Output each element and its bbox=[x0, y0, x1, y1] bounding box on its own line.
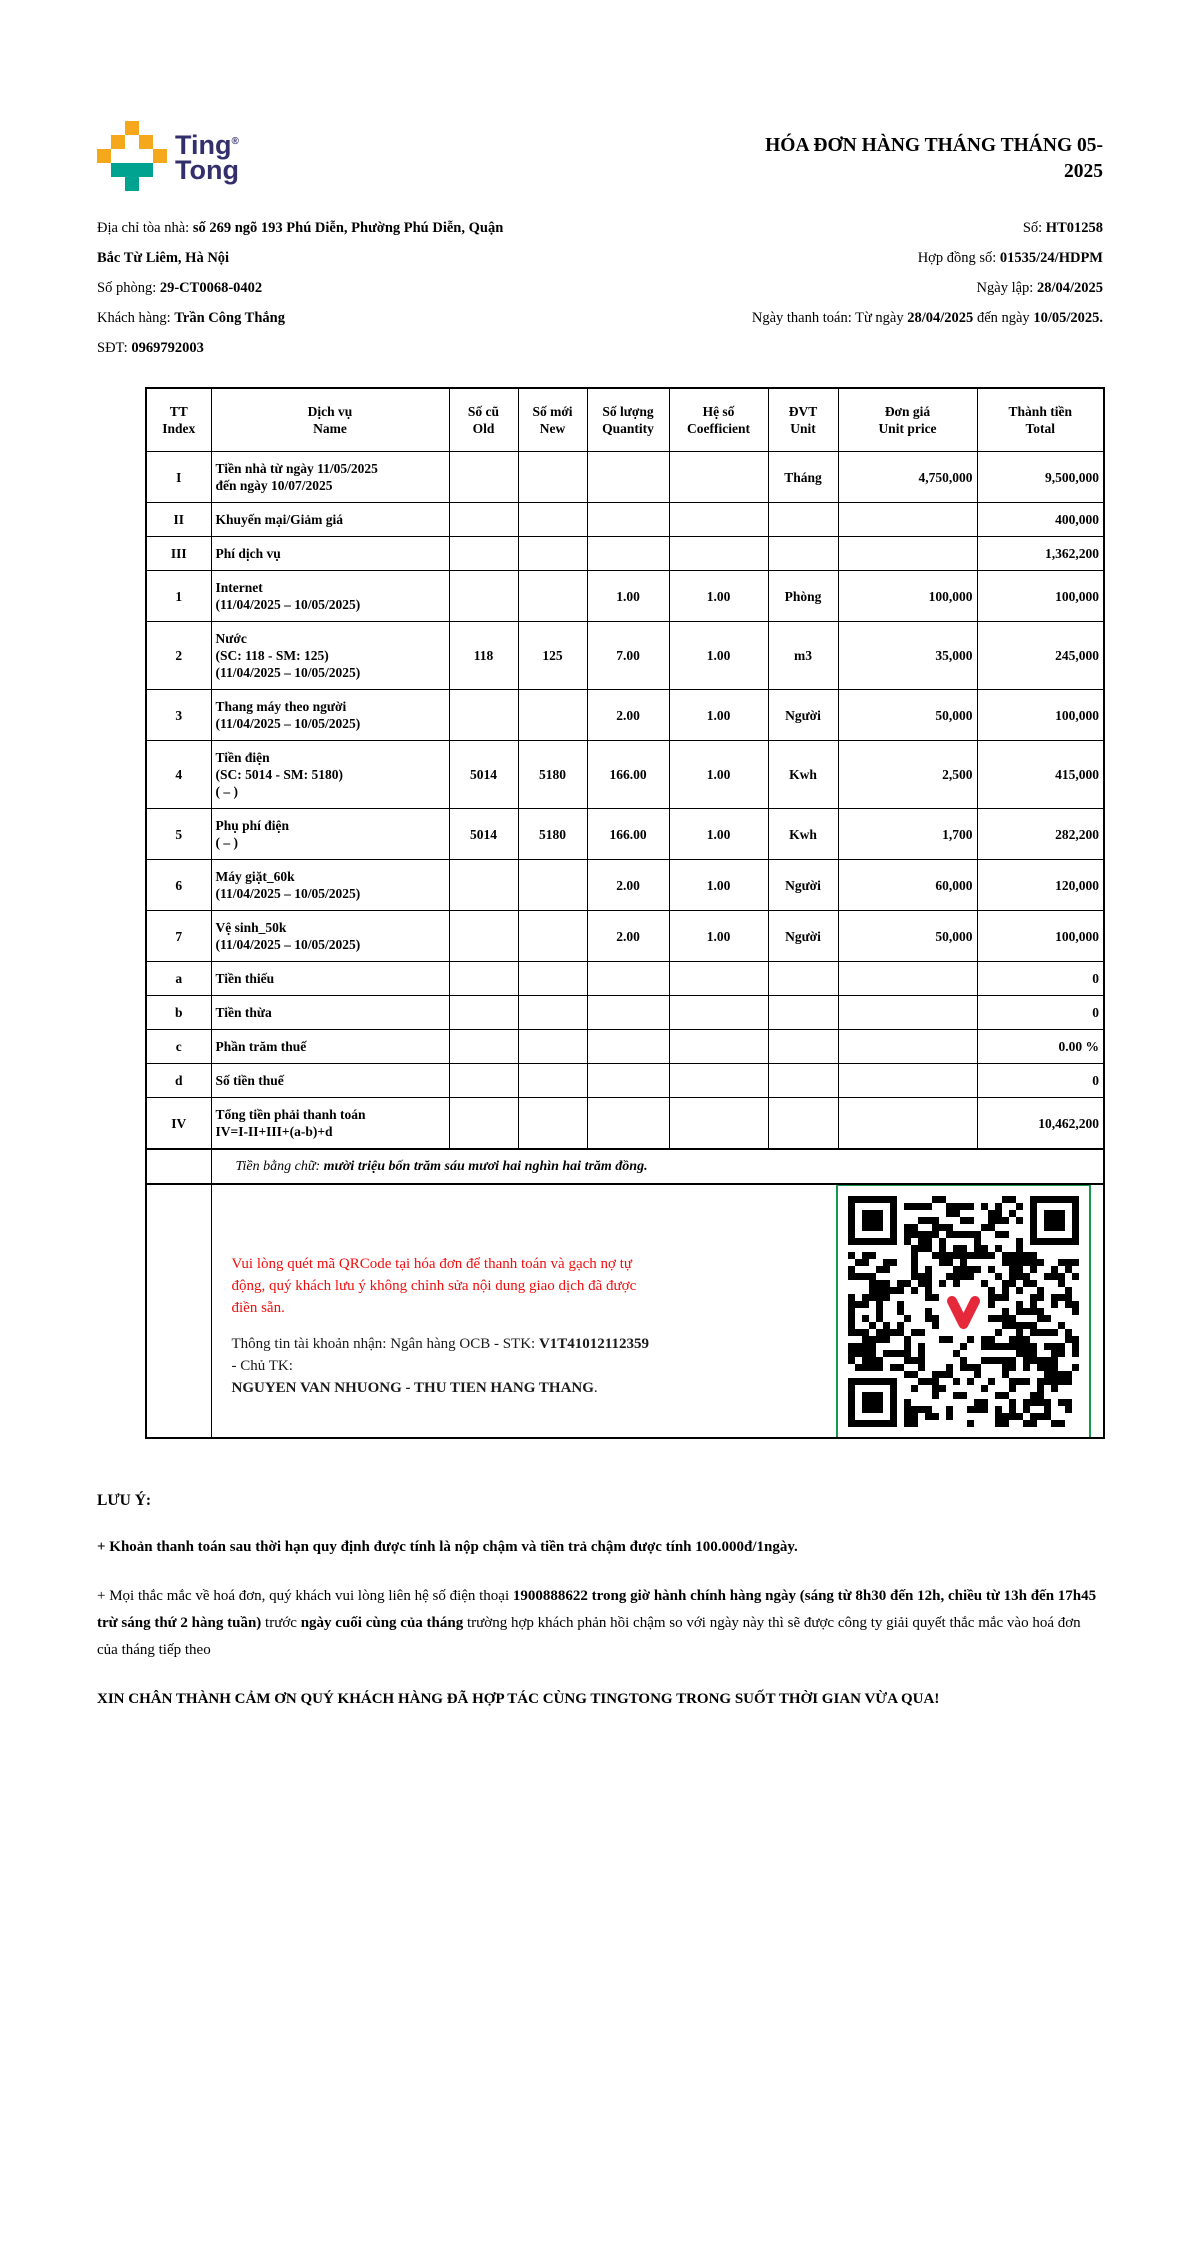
cell-price bbox=[838, 537, 977, 571]
cell-name: Tiền điện (SC: 5014 - SM: 5180) ( – ) bbox=[211, 741, 449, 809]
cell-price bbox=[838, 1030, 977, 1064]
invoice-number: Số: HT01258 bbox=[1022, 220, 1103, 236]
issue-date: Ngày lập: 28/04/2025 bbox=[976, 280, 1103, 296]
cell-tt: 1 bbox=[146, 571, 211, 622]
cell-total: 100,000 bbox=[977, 690, 1104, 741]
cell-unit: Tháng bbox=[768, 452, 838, 503]
cell-total: 10,462,200 bbox=[977, 1098, 1104, 1150]
cell-unit bbox=[768, 1098, 838, 1150]
cell-tt: 2 bbox=[146, 622, 211, 690]
cell-new bbox=[518, 911, 587, 962]
table-row bbox=[146, 860, 1104, 911]
cell-tt: II bbox=[146, 503, 211, 537]
cell-unit: Kwh bbox=[768, 741, 838, 809]
cell-tt: I bbox=[146, 452, 211, 503]
cell-qty bbox=[587, 452, 669, 503]
cell-tt: IV bbox=[146, 1098, 211, 1150]
cell-new bbox=[518, 571, 587, 622]
cell-new bbox=[518, 537, 587, 571]
cell-tt: b bbox=[146, 996, 211, 1030]
cell-qty: 166.00 bbox=[587, 741, 669, 809]
amount-in-words: Tiền bằng chữ: mười triệu bốn trăm sáu mươi hai nghìn hai trăm đồng. bbox=[211, 1149, 1104, 1184]
cell-total: 9,500,000 bbox=[977, 452, 1104, 503]
cell-qty bbox=[587, 1064, 669, 1098]
building-address-line2: Bắc Từ Liêm, Hà Nội bbox=[97, 250, 230, 266]
table-row bbox=[146, 996, 1104, 1030]
cell-tt: c bbox=[146, 1030, 211, 1064]
table-row bbox=[146, 622, 1104, 690]
cell-price bbox=[838, 962, 977, 996]
bank-account-info: Thông tin tài khoản nhận: Ngân hàng OCB - STK: V1T41012112359 - Chủ TK: NGUYEN VAN NHUONG - THU TIEN HANG THANG. bbox=[231, 1336, 649, 1396]
cell-tt: 3 bbox=[146, 690, 211, 741]
invoice-table bbox=[145, 387, 1105, 1439]
customer-name: Khách hàng: Trần Công Thắng bbox=[97, 310, 285, 326]
cell-tt: 7 bbox=[146, 911, 211, 962]
cell-tt: 5 bbox=[146, 809, 211, 860]
col-header-coefficient: Hệ số Coefficient bbox=[669, 388, 768, 452]
cell-total: 120,000 bbox=[977, 860, 1104, 911]
tingtong-logo bbox=[97, 121, 239, 191]
meta-row bbox=[97, 303, 1103, 333]
cell-old: 5014 bbox=[449, 741, 518, 809]
cell-old: 118 bbox=[449, 622, 518, 690]
cell-coef bbox=[669, 1064, 768, 1098]
cell-coef bbox=[669, 1030, 768, 1064]
cell-total: 1,362,200 bbox=[977, 537, 1104, 571]
cell-name: Khuyến mại/Giảm giá bbox=[211, 503, 449, 537]
cell-old bbox=[449, 1098, 518, 1150]
cell-old bbox=[449, 452, 518, 503]
cell-coef bbox=[669, 537, 768, 571]
cell-tt: a bbox=[146, 962, 211, 996]
cell-old bbox=[449, 1030, 518, 1064]
col-header-total: Thành tiền Total bbox=[977, 388, 1104, 452]
cell-unit bbox=[768, 503, 838, 537]
cell-qty: 166.00 bbox=[587, 809, 669, 860]
cell-coef: 1.00 bbox=[669, 911, 768, 962]
cell-unit bbox=[768, 1064, 838, 1098]
cell-price: 35,000 bbox=[838, 622, 977, 690]
header bbox=[97, 125, 1103, 191]
qr-code-frame bbox=[836, 1184, 1091, 1438]
cell-total: 282,200 bbox=[977, 809, 1104, 860]
cell-unit bbox=[768, 996, 838, 1030]
invoice-table-body bbox=[146, 452, 1104, 1150]
cell-price: 1,700 bbox=[838, 809, 977, 860]
meta-row bbox=[97, 273, 1103, 303]
cell-new bbox=[518, 1030, 587, 1064]
cell-price: 60,000 bbox=[838, 860, 977, 911]
meta-row bbox=[97, 213, 1103, 243]
cell-old bbox=[449, 996, 518, 1030]
cell-old: 5014 bbox=[449, 809, 518, 860]
col-header-unit-price: Đơn giá Unit price bbox=[838, 388, 977, 452]
cell-name: Phụ phí điện ( – ) bbox=[211, 809, 449, 860]
customer-phone: SĐT: 0969792003 bbox=[97, 340, 204, 356]
table-row bbox=[146, 741, 1104, 809]
cell-name: Tổng tiền phải thanh toán IV=I-II+III+(a-b)+d bbox=[211, 1098, 449, 1150]
cell-qty bbox=[587, 1030, 669, 1064]
table-row bbox=[146, 452, 1104, 503]
cell-name: Phần trăm thuế bbox=[211, 1030, 449, 1064]
cell-tt: d bbox=[146, 1064, 211, 1098]
cell-price bbox=[838, 1098, 977, 1150]
col-header-unit: ĐVT Unit bbox=[768, 388, 838, 452]
cell-total: 0 bbox=[977, 996, 1104, 1030]
cell-name: Vệ sinh_50k (11/04/2025 – 10/05/2025) bbox=[211, 911, 449, 962]
cell-price: 2,500 bbox=[838, 741, 977, 809]
cell-total: 100,000 bbox=[977, 571, 1104, 622]
col-header-new: Số mới New bbox=[518, 388, 587, 452]
cell-price: 50,000 bbox=[838, 690, 977, 741]
cell-total: 0 bbox=[977, 962, 1104, 996]
cell-old bbox=[449, 962, 518, 996]
payment-period: Ngày thanh toán: Từ ngày 28/04/2025 đến ngày 10/05/2025. bbox=[751, 310, 1103, 326]
table-row bbox=[146, 503, 1104, 537]
cell-unit bbox=[768, 1030, 838, 1064]
thank-you-message: XIN CHÂN THÀNH CẢM ƠN QUÝ KHÁCH HÀNG ĐÃ HỢP TÁC CÙNG TINGTONG TRONG SUỐT THỜI GIAN VỪA QUA! bbox=[97, 1691, 940, 1707]
qr-code bbox=[848, 1196, 1079, 1427]
cell-coef bbox=[669, 452, 768, 503]
cell-old bbox=[449, 537, 518, 571]
cell-new bbox=[518, 1064, 587, 1098]
payment-instructions bbox=[212, 1253, 657, 1399]
cell-old bbox=[449, 503, 518, 537]
notes-heading: LƯU Ý: bbox=[97, 1492, 152, 1509]
cell-price: 4,750,000 bbox=[838, 452, 977, 503]
cell-price bbox=[838, 996, 977, 1030]
col-header-quantity: Số lượng Quantity bbox=[587, 388, 669, 452]
cell-coef: 1.00 bbox=[669, 571, 768, 622]
cell-name: Internet (11/04/2025 – 10/05/2025) bbox=[211, 571, 449, 622]
cell-price bbox=[838, 503, 977, 537]
col-header-old: Số cũ Old bbox=[449, 388, 518, 452]
cell-new bbox=[518, 996, 587, 1030]
cell-qty bbox=[587, 962, 669, 996]
table-row bbox=[146, 809, 1104, 860]
registered-mark: ® bbox=[231, 136, 239, 147]
room-number: Số phòng: 29-CT0068-0402 bbox=[97, 280, 263, 296]
cell-coef bbox=[669, 996, 768, 1030]
cell-qty: 2.00 bbox=[587, 860, 669, 911]
cell-qty: 2.00 bbox=[587, 911, 669, 962]
col-header-index: TT Index bbox=[146, 388, 211, 452]
footer-notes bbox=[97, 1487, 1103, 1713]
page-title: HÓA ĐƠN HÀNG THÁNG THÁNG 05-2025 bbox=[765, 135, 1103, 182]
cell-name: Số tiền thuế bbox=[211, 1064, 449, 1098]
cell-qty: 2.00 bbox=[587, 690, 669, 741]
cell-coef: 1.00 bbox=[669, 690, 768, 741]
meta-row bbox=[97, 243, 1103, 273]
cell-total: 0.00 % bbox=[977, 1030, 1104, 1064]
cell-coef: 1.00 bbox=[669, 741, 768, 809]
amount-in-words-index-cell bbox=[146, 1149, 211, 1184]
cell-name: Tiền nhà từ ngày 11/05/2025 đến ngày 10/07/2025 bbox=[211, 452, 449, 503]
cell-new bbox=[518, 452, 587, 503]
cell-new bbox=[518, 690, 587, 741]
cell-name: Thang máy theo người (11/04/2025 – 10/05/2025) bbox=[211, 690, 449, 741]
qr-scan-note: Vui lòng quét mã QRCode tại hóa đơn để thanh toán và gạch nợ tự động, quý khách lưu ý không chỉnh sửa nội dung giao dịch đã được điền sẵn. bbox=[231, 1256, 637, 1316]
logo-wordmark: Ting® Tong bbox=[175, 130, 239, 185]
cell-unit: m3 bbox=[768, 622, 838, 690]
cell-coef: 1.00 bbox=[669, 622, 768, 690]
cell-name: Tiền thừa bbox=[211, 996, 449, 1030]
cell-unit: Người bbox=[768, 690, 838, 741]
cell-tt: 4 bbox=[146, 741, 211, 809]
cell-tt: 6 bbox=[146, 860, 211, 911]
invoice-meta bbox=[97, 213, 1103, 363]
cell-total: 100,000 bbox=[977, 911, 1104, 962]
cell-qty bbox=[587, 1098, 669, 1150]
cell-new: 5180 bbox=[518, 809, 587, 860]
cell-price: 50,000 bbox=[838, 911, 977, 962]
cell-unit: Người bbox=[768, 860, 838, 911]
cell-coef: 1.00 bbox=[669, 860, 768, 911]
cell-old bbox=[449, 911, 518, 962]
cell-name: Nước (SC: 118 - SM: 125) (11/04/2025 – 10/05/2025) bbox=[211, 622, 449, 690]
cell-total: 0 bbox=[977, 1064, 1104, 1098]
cell-price: 100,000 bbox=[838, 571, 977, 622]
cell-qty: 7.00 bbox=[587, 622, 669, 690]
payment-index-cell bbox=[146, 1184, 211, 1438]
cell-old bbox=[449, 860, 518, 911]
table-row bbox=[146, 690, 1104, 741]
cell-qty: 1.00 bbox=[587, 571, 669, 622]
cell-price bbox=[838, 1064, 977, 1098]
col-header-name: Dịch vụ Name bbox=[211, 388, 449, 452]
cell-coef bbox=[669, 962, 768, 996]
cell-new bbox=[518, 860, 587, 911]
cell-new bbox=[518, 503, 587, 537]
cell-total: 400,000 bbox=[977, 503, 1104, 537]
cell-total: 415,000 bbox=[977, 741, 1104, 809]
amount-in-words-row bbox=[146, 1149, 1104, 1184]
tingtong-logo-icon bbox=[97, 121, 167, 191]
cell-old bbox=[449, 571, 518, 622]
payment-row bbox=[146, 1184, 1104, 1438]
cell-unit: Kwh bbox=[768, 809, 838, 860]
cell-qty bbox=[587, 503, 669, 537]
cell-name: Phí dịch vụ bbox=[211, 537, 449, 571]
cell-old bbox=[449, 1064, 518, 1098]
cell-new: 5180 bbox=[518, 741, 587, 809]
cell-unit: Người bbox=[768, 911, 838, 962]
cell-coef bbox=[669, 1098, 768, 1150]
cell-coef bbox=[669, 503, 768, 537]
meta-row bbox=[97, 333, 1103, 363]
table-row bbox=[146, 1064, 1104, 1098]
table-row bbox=[146, 962, 1104, 996]
cell-coef: 1.00 bbox=[669, 809, 768, 860]
contract-number: Hợp đồng số: 01535/24/HDPM bbox=[917, 250, 1103, 266]
cell-unit bbox=[768, 537, 838, 571]
table-row bbox=[146, 911, 1104, 962]
cell-unit bbox=[768, 962, 838, 996]
cell-total: 245,000 bbox=[977, 622, 1104, 690]
cell-tt: III bbox=[146, 537, 211, 571]
cell-name: Máy giặt_60k (11/04/2025 – 10/05/2025) bbox=[211, 860, 449, 911]
hotline-note: + Mọi thắc mắc về hoá đơn, quý khách vui lòng liên hệ số điện thoại 1900888622 trong giờ hành chính hàng ngày (sáng từ 8h30 đến 12h, chiều từ 13h đến 17h45 trừ sáng thứ 2 hàng tuần) trước ngày cuối cùng của tháng trường hợp khách phản hồi chậm so với ngày này thì sẽ được công ty giải quyết thắc mắc vào hoá đơn của tháng tiếp theo bbox=[97, 1588, 1097, 1658]
cell-qty bbox=[587, 537, 669, 571]
table-row bbox=[146, 1098, 1104, 1150]
table-row bbox=[146, 571, 1104, 622]
payment-cell bbox=[212, 1185, 1104, 1437]
cell-unit: Phòng bbox=[768, 571, 838, 622]
cell-name: Tiền thiếu bbox=[211, 962, 449, 996]
table-row bbox=[146, 1030, 1104, 1064]
late-payment-note: + Khoản thanh toán sau thời hạn quy định được tính là nộp chậm và tiền trả chậm được tính 100.000đ/1ngày. bbox=[97, 1539, 798, 1555]
cell-new: 125 bbox=[518, 622, 587, 690]
cell-new bbox=[518, 962, 587, 996]
building-address-line1: Địa chỉ tòa nhà: số 269 ngõ 193 Phú Diễn, Phường Phú Diễn, Quận bbox=[97, 220, 504, 236]
cell-qty bbox=[587, 996, 669, 1030]
cell-old bbox=[449, 690, 518, 741]
table-row bbox=[146, 537, 1104, 571]
cell-new bbox=[518, 1098, 587, 1150]
table-header-row bbox=[146, 388, 1104, 452]
